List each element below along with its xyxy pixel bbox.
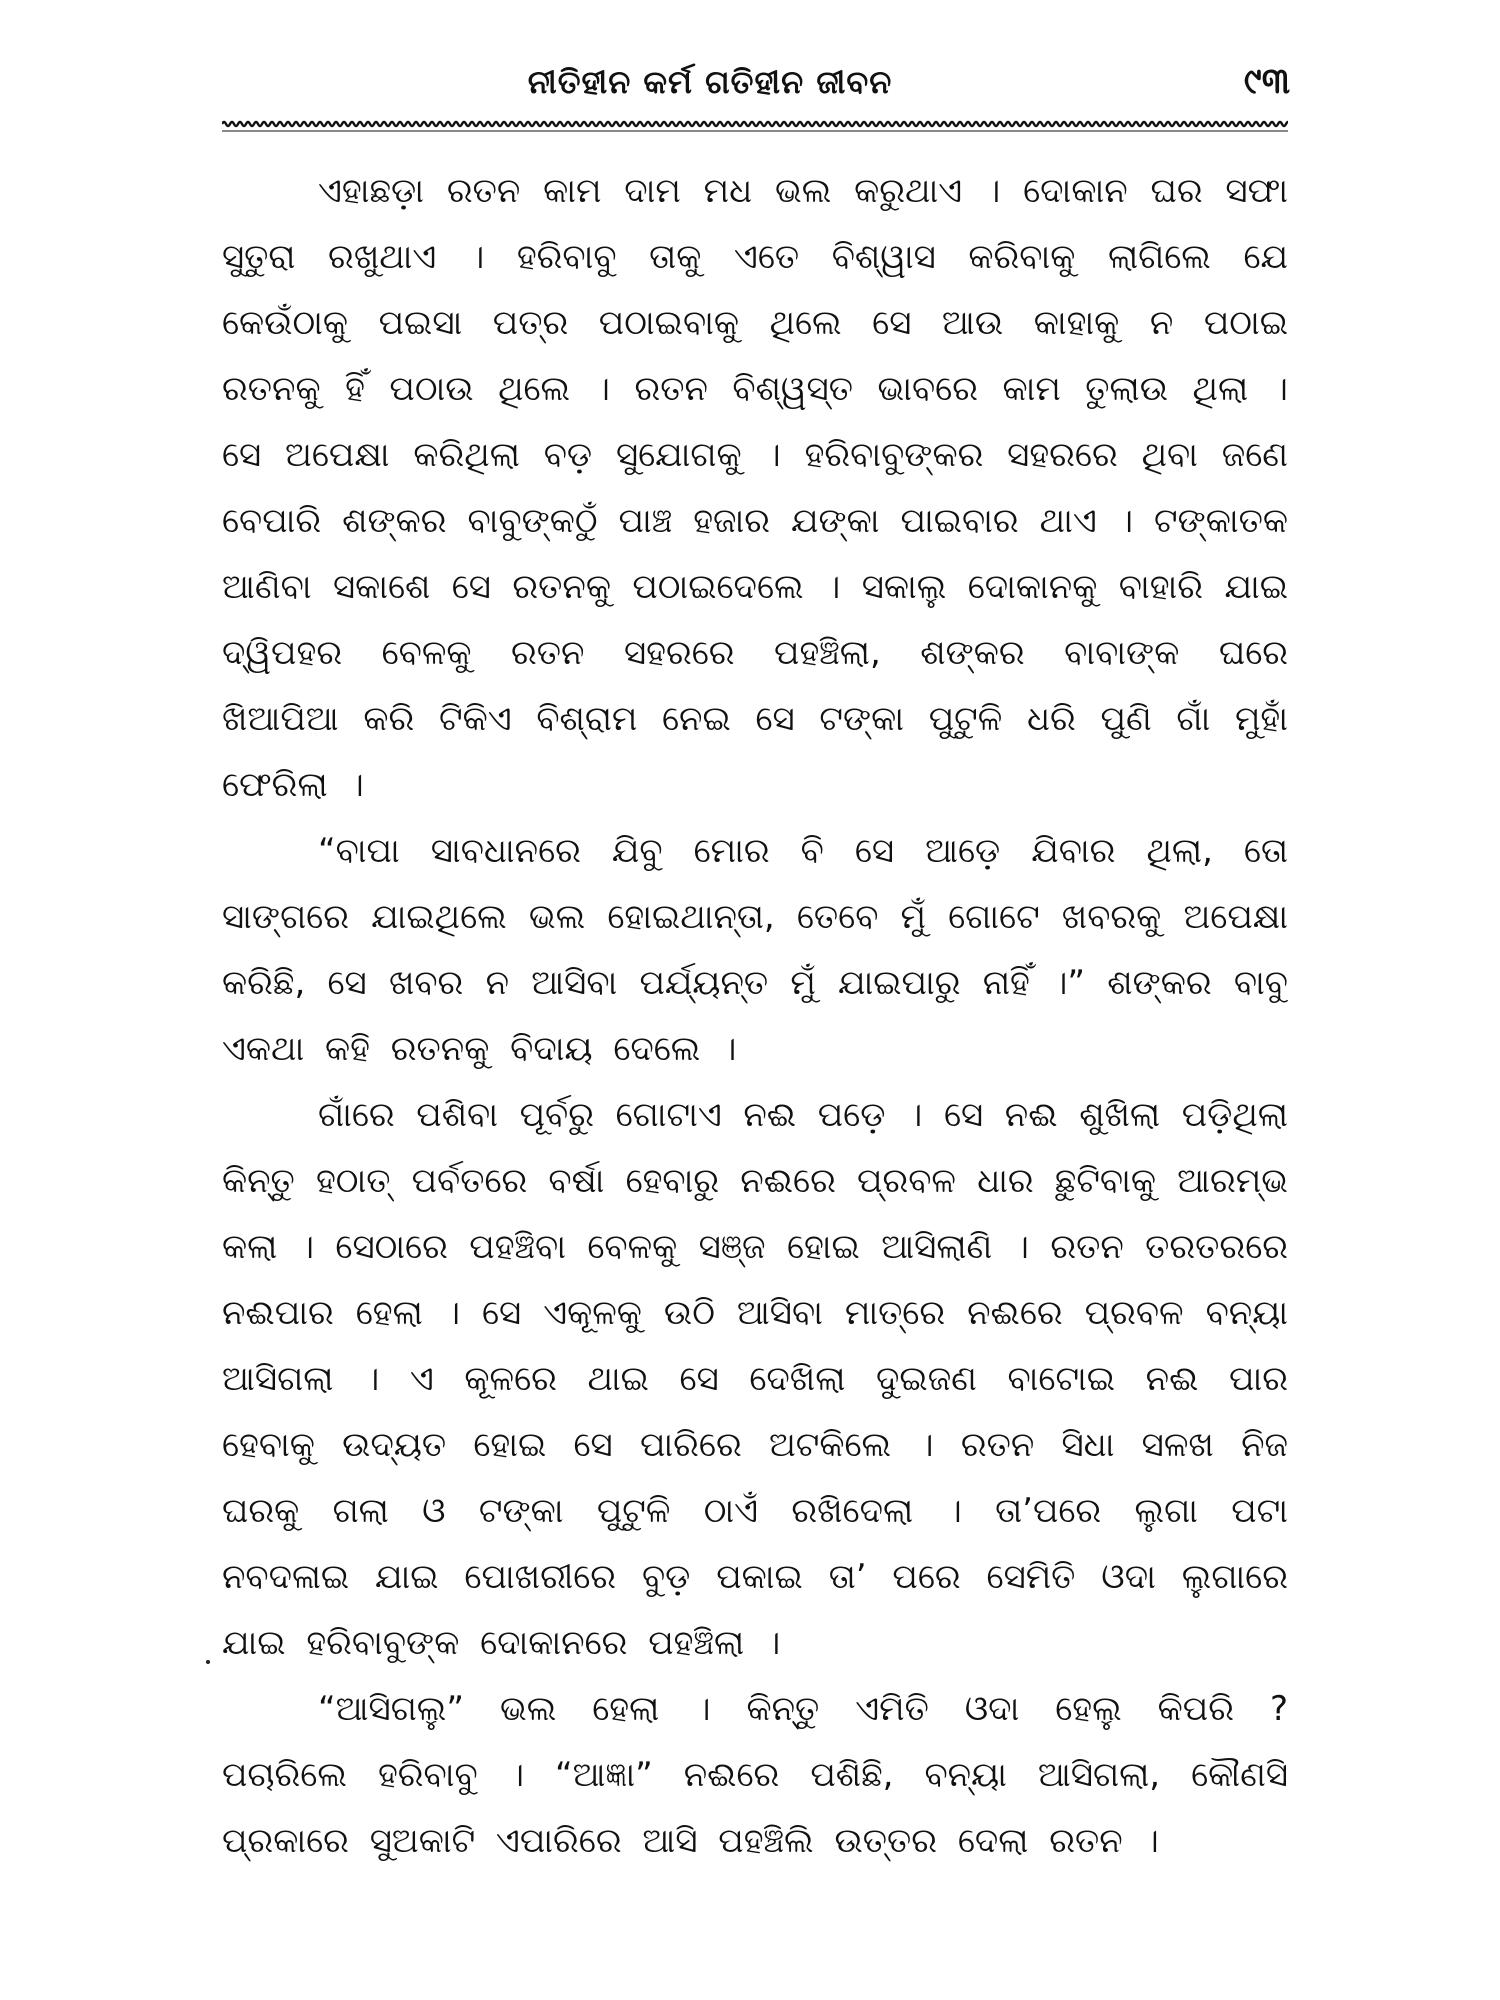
paragraph: “ବାପା ସାବଧାନରେ ଯିବୁ ମୋର ବି ସେ ଆଡ଼େ ଯିବାର ଥିଲା, ତୋ ସାଙ୍ଗରେ ଯାଇଥିଲେ ଭଲ ହୋଇଥାନ୍ତା, ତେବେ ମୁଁ ଗୋଟେ ଖବରକୁ ଅପେକ୍ଷା କରିଛି, ସେ ଖବର ନ ଆସିବା ପର୍ଯ୍ୟନ୍ତ ମୁଁ ଯାଇପାରୁ ନାହିଁ ।” ଶଙ୍କର ବାବୁ ଏକଥା କହି ରତନକୁ ବିଦାୟ ଦେଲେ । [222, 831, 1288, 1069]
running-title: ନୀତିହୀନ କର୍ମ ଗତିହୀନ ଜୀବନ [527, 63, 893, 101]
paragraph: ଗାଁରେ ପଶିବା ପୂର୍ବରୁ ଗୋଟାଏ ନଈ ପଡ଼େ । ସେ ନଈ ଶୁଖିଲା ପଡ଼ିଥିଲା କିନ୍ତୁ ହଠାତ୍ ପର୍ବତରେ ବର୍ଷା ହେବାରୁ ନଈରେ ପ୍ରବଳ ଧାର ଛୁଟିବାକୁ ଆରମ୍ଭ କଲା । ସେଠାରେ ପହଞ୍ଚିବା ବେଳକୁ ସଞ୍ଜ ହୋଇ ଆସିଲାଣି । ରତନ ତରତରରେ ନଈପାର ହେଲା । ସେ ଏକୂଳକୁ ଉଠି ଆସିବା ମାତ୍ରେ ନଈରେ ପ୍ରବଳ ବନ୍ୟା ଆସିଗଲା । ଏ କୂଳରେ ଥାଇ ସେ ଦେଖିଲା ଦୁଇଜଣ ବାଟୋଇ ନଈ ପାର ହେବାକୁ ଉଦ୍ୟତ ହୋଇ ସେ ପାରିରେ ଅଟକିଲେ । ରତନ ସିଧା ସଳଖ ନିଜ ଘରକୁ ଗଲା ଓ ଟଙ୍କା ପୁଟୁଳି ଠାଏଁ ରଖିଦେଲା । ତା’ପରେ ଲୁଗା ପଟା ନବଦଳାଇ ଯାଇ ପୋଖରୀରେ ବୁଡ଼ ପକାଇ ତା’ ପରେ ସେମିତି ଓଦା ଲୁଗାରେ ଯାଇ ହରିବାବୁଙ୍କ ଦୋକାନରେ ପହଞ୍ଚିଲା । [222, 1095, 1288, 1663]
wavy-rule-divider [222, 118, 1288, 134]
page-header [220, 52, 1290, 112]
paragraph: “ଆସିଗଲୁ” ଭଲ ହେଲା । କିନ୍ତୁ ଏମିତି ଓଦା ହେଲୁ କିପରି ? ପଚାରିଲେ ହରିବାବୁ । “ଆଜ୍ଞା” ନଈରେ ପଶିଛି, ବନ୍ୟା ଆସିଗଲା, କୌଣସି ପ୍ରକାରେ ସୁଅକାଟି ଏପାରିରେ ଆସି ପହଞ୍ଚିଲି ଉତ୍ତର ଦେଲା ରତନ । [222, 1689, 1288, 1861]
print-speck [206, 1660, 210, 1664]
paragraph: ଏହାଛଡ଼ା ରତନ କାମ ଦାମ ମଧ ଭଲ କରୁଥାଏ । ଦୋକାନ ଘର ସଫା ସୁତୁରା ରଖୁଥାଏ । ହରିବାବୁ ତାକୁ ଏତେ ବିଶ୍ୱାସ କରିବାକୁ ଲାଗିଲେ ଯେ କେଉଁଠାକୁ ପଇସା ପତ୍ର ପଠାଇବାକୁ ଥିଲେ ସେ ଆଉ କାହାକୁ ନ ପଠାଇ ରତନକୁ ହିଁ ପଠାଉ ଥିଲେ । ରତନ ବିଶ୍ୱସ୍ତ ଭାବରେ କାମ ତୁଲାଉ ଥିଲା । ସେ ଅପେକ୍ଷା କରିଥିଲା ବଡ଼ ସୁଯୋଗକୁ । ହରିବାବୁଙ୍କର ସହରରେ ଥିବା ଜଣେ ବେପାରି ଶଙ୍କର ବାବୁଙ୍କଠୁଁ ପାଞ୍ଚ ହଜାର ଯଙ୍କା ପାଇବାର ଥାଏ । ଟଙ୍କାତକ ଆଣିବା ସକାଶେ ସେ ରତନକୁ ପଠାଇଦେଲେ । ସକାଲୁ ଦୋକାନକୁ ବାହାରି ଯାଇ ଦ୍ୱିପହର ବେଳକୁ ରତନ ସହରରେ ପହଞ୍ଚିଲା, ଶଙ୍କର ବାବାଙ୍କ ଘରେ ଖିଆପିଆ କରି ଟିକିଏ ବିଶ୍ରାମ ନେଇ ସେ ଟଙ୍କା ପୁଟୁଳି ଧରି ପୁଣି ଗାଁ ମୁହାଁ ଫେରିଲା । [222, 171, 1288, 805]
body-text [222, 158, 1288, 1874]
page-number: ୯୩ [1243, 61, 1290, 102]
